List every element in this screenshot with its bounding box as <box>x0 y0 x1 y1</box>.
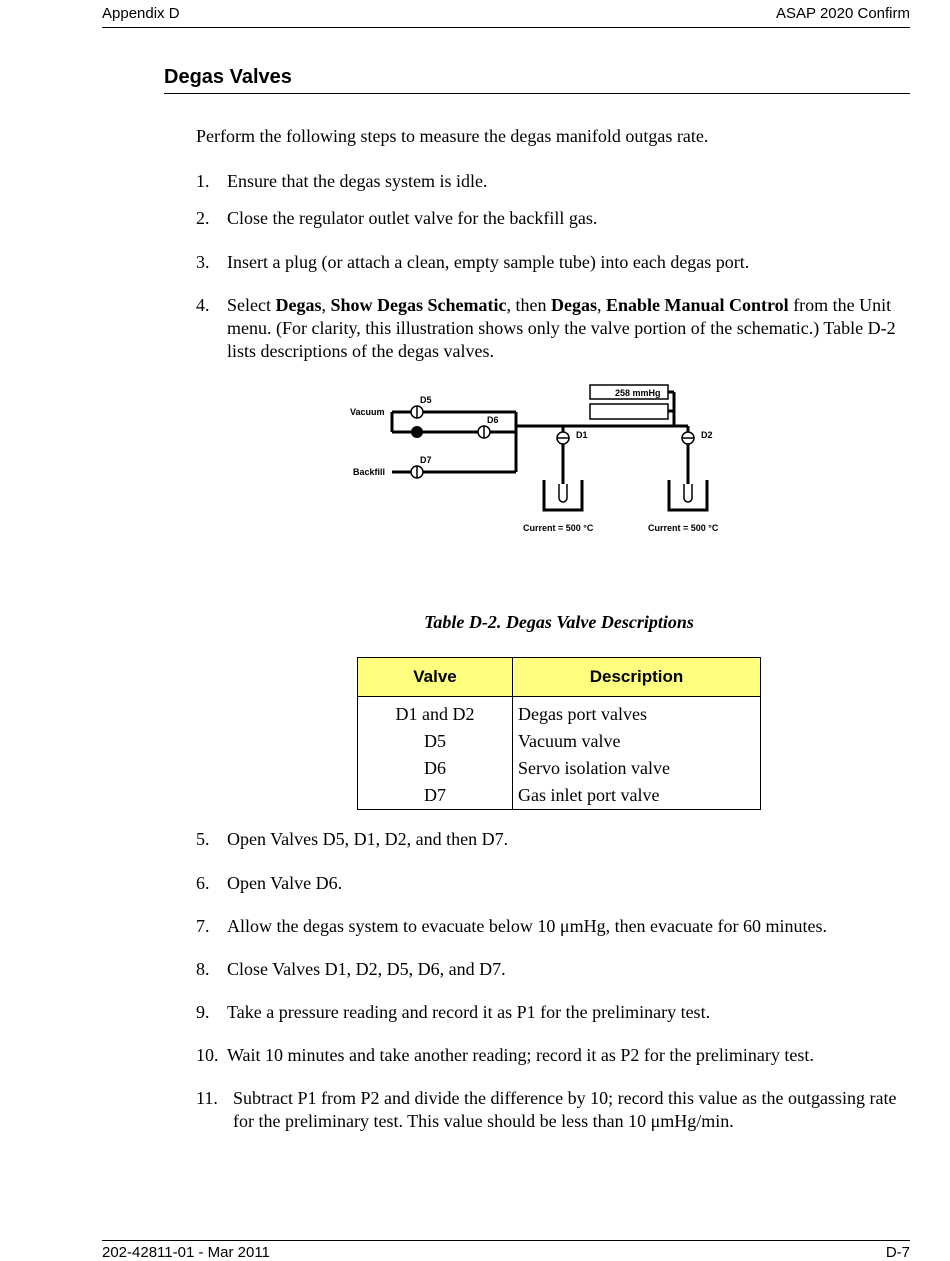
header-chapter: Appendix D <box>102 5 180 22</box>
page-header <box>102 5 910 28</box>
page-footer <box>102 1240 910 1261</box>
menu-term: Degas <box>550 295 597 315</box>
step-number: 6. <box>196 873 210 893</box>
step-text: Allow the degas system to evacuate below 10 μmHg, then evacuate for 60 minutes. <box>227 916 827 936</box>
description-cell: Gas inlet port valve <box>518 785 660 805</box>
step-text-part: , <box>596 295 606 315</box>
degas-schematic <box>340 380 740 540</box>
step-text: Wait 10 minutes and take another reading; record it as P2 for the preliminary test. <box>227 1045 814 1065</box>
menu-term: Show Degas Schematic <box>330 295 507 315</box>
valve-cell: D5 <box>358 728 513 755</box>
document-number: 202-42811-01 - Mar 2011 <box>102 1244 270 1261</box>
valve-label-d2: D2 <box>701 430 713 440</box>
description-cell: Degas port valves <box>518 704 647 724</box>
port-2-temperature: Current = 500 °C <box>648 523 719 533</box>
valve-label-d6: D6 <box>487 415 499 425</box>
step-number: 7. <box>196 916 210 936</box>
step-text <box>227 294 910 363</box>
step-text: Open Valve D6. <box>227 873 343 893</box>
header-manual-title: ASAP 2020 Confirm <box>776 5 910 22</box>
step-text: Ensure that the degas system is idle. <box>227 171 488 191</box>
page-number: D-7 <box>885 1244 910 1261</box>
step-number: 1. <box>196 171 210 191</box>
valve-label-d5: D5 <box>420 395 432 405</box>
backfill-label: Backfill <box>353 467 386 477</box>
valve-cell: D6 <box>358 755 513 782</box>
step-number: 8. <box>196 959 210 979</box>
step-number: 3. <box>196 252 210 272</box>
step-text: Open Valves D5, D1, D2, and then D7. <box>227 829 509 849</box>
section-title: Degas Valves <box>164 66 910 94</box>
valve-descriptions-table <box>357 657 761 810</box>
valve-cell: D1 and D2 <box>358 697 513 729</box>
step-text: Take a pressure reading and record it as P1 for the preliminary test. <box>227 1002 711 1022</box>
port-1-temperature: Current = 500 °C <box>523 523 594 533</box>
step-number: 10. <box>196 1045 219 1065</box>
description-cell: Vacuum valve <box>518 731 621 751</box>
step-text-part: , <box>321 295 331 315</box>
step-text: Subtract P1 from P2 and divide the difference by 10; record this value as the outgassing rate for the preliminary test. This value should be less than 10 μmHg/min. <box>233 1088 897 1131</box>
step-text-part: from the Unit menu. (For clarity, this illustration shows only the valve portion of the schematic.) Table D-2 lists descriptions of the degas valves. <box>227 295 896 361</box>
table-caption: Table D-2. Degas Valve Descriptions <box>424 612 694 632</box>
table-row <box>358 697 761 729</box>
column-header-valve: Valve <box>358 658 513 697</box>
step-text-part: Select <box>227 295 276 315</box>
table-header-row <box>358 658 761 697</box>
table-row <box>358 782 761 810</box>
description-cell: Servo isolation valve <box>518 758 670 778</box>
menu-term: Enable Manual Control <box>605 295 789 315</box>
table-row <box>358 755 761 782</box>
valve-cell: D7 <box>358 782 513 810</box>
step-number: 4. <box>196 295 210 315</box>
step-number: 9. <box>196 1002 210 1022</box>
vacuum-label: Vacuum <box>350 407 385 417</box>
step-text: Close Valves D1, D2, D5, D6, and D7. <box>227 959 506 979</box>
column-header-description: Description <box>513 658 761 697</box>
step-number: 2. <box>196 208 210 228</box>
valve-label-d7: D7 <box>420 455 432 465</box>
step-number: 5. <box>196 829 210 849</box>
valve-label-d1: D1 <box>576 430 588 440</box>
step-text-part: , then <box>506 295 551 315</box>
step-text: Insert a plug (or attach a clean, empty sample tube) into each degas port. <box>227 252 750 272</box>
menu-term: Degas <box>275 295 322 315</box>
pressure-readout: 258 mmHg <box>615 388 661 398</box>
intro-paragraph: Perform the following steps to measure the degas manifold outgas rate. <box>196 126 709 146</box>
table-row <box>358 728 761 755</box>
step-number: 11. <box>196 1088 218 1108</box>
step-text: Close the regulator outlet valve for the backfill gas. <box>227 208 598 228</box>
